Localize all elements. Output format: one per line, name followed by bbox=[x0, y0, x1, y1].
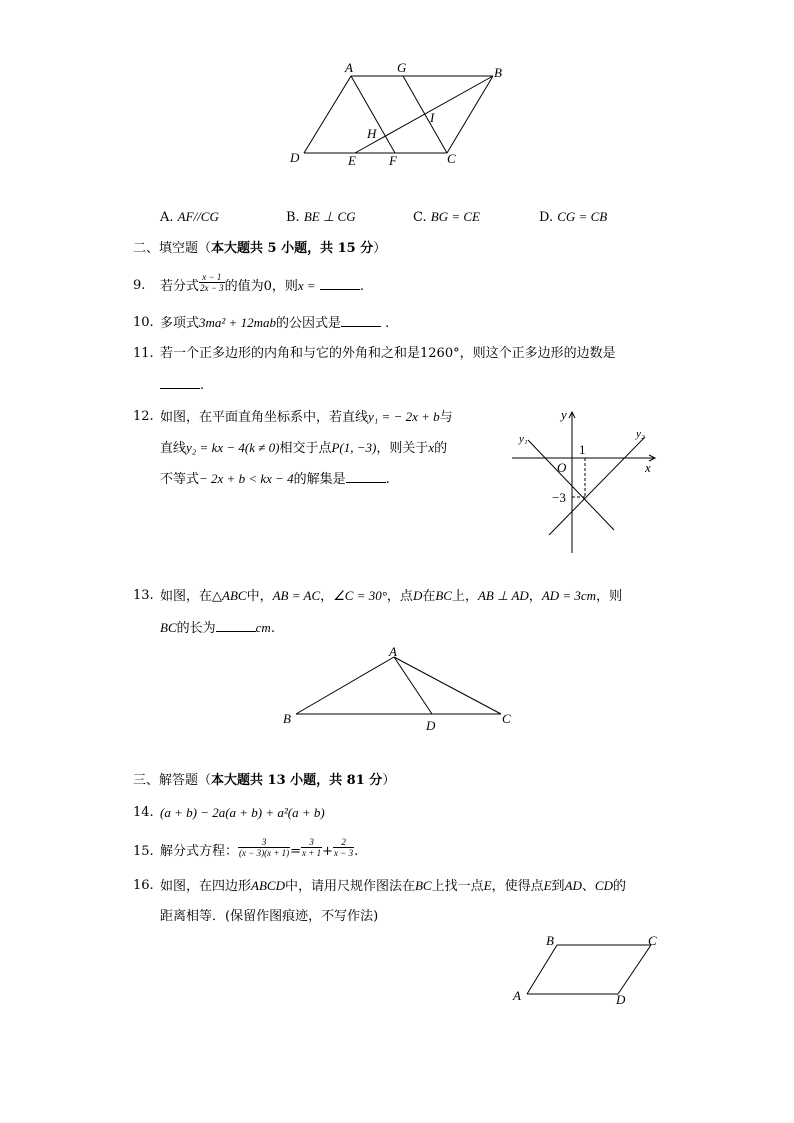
q12-number: 12. bbox=[133, 409, 154, 424]
q15-number: 15. bbox=[133, 844, 154, 859]
q15-text: 解分式方程： $\frac{3}{(x - 3)(x + 1)}$ = $\frac{3}{x + 1}$ + $\frac{2}{x - 3}$ . bbox=[160, 837, 359, 859]
origin-label: O bbox=[557, 460, 567, 475]
q13-number: 13. bbox=[133, 588, 154, 603]
y2-line-label: y₂ bbox=[636, 428, 645, 440]
quad-label-B: B bbox=[546, 933, 554, 948]
choice-d: D. CG = CB bbox=[539, 209, 608, 225]
q16-line1: 如图，在四边形ABCD中，请用尺规作图法在BC上找一点E，使得点E到AD、CD的 bbox=[160, 878, 626, 894]
tick-one: 1 bbox=[579, 442, 586, 457]
label-D: D bbox=[290, 150, 300, 165]
choice-a: A. AF//CG bbox=[160, 209, 219, 225]
q13-line2: BC的长为 cm. bbox=[160, 620, 275, 636]
tri-label-D: D bbox=[426, 718, 436, 733]
label-C: C bbox=[447, 151, 456, 166]
quad-label-D: D bbox=[616, 992, 626, 1007]
q10-text: 多项式3ma² + 12mab的公因式是 . bbox=[160, 315, 390, 331]
q9-number: 9. bbox=[133, 278, 146, 293]
label-H: H bbox=[367, 126, 377, 141]
label-A: A bbox=[345, 60, 353, 75]
label-F: F bbox=[389, 153, 397, 168]
q11-line2: . bbox=[160, 376, 204, 395]
quad-label-A: A bbox=[513, 988, 521, 1003]
tri-label-C: C bbox=[502, 711, 511, 726]
x-axis-label: x bbox=[645, 460, 651, 475]
tri-label-A: A bbox=[389, 644, 397, 659]
q14-number: 14. bbox=[133, 805, 154, 820]
q11-line1: 若一个正多边形的内角和与它的外角和之和是1260°，则这个正多边形的边数是 bbox=[160, 346, 616, 361]
tick-minus3: −3 bbox=[552, 490, 566, 505]
q11-number: 11. bbox=[133, 346, 154, 361]
label-I: I bbox=[430, 110, 435, 125]
q12-line1: 如图，在平面直角坐标系中，若直线y₁ = − 2x + b与 bbox=[160, 409, 453, 425]
y1-line-label: y₁ bbox=[519, 433, 528, 445]
quad-label-C: C bbox=[648, 933, 657, 948]
label-E: E bbox=[348, 153, 356, 168]
q12-line2: 直线y₂ = kx − 4(k ≠ 0)相交于点P(1, −3)，则关于x的 bbox=[160, 440, 448, 456]
label-G: G bbox=[397, 60, 407, 75]
section-fill-in-header: 二、填空题（本大题共 5 小题，共 15 分） bbox=[133, 241, 387, 256]
label-B: B bbox=[494, 65, 502, 80]
q16-line2: 距离相等．(保留作图痕迹，不写作法) bbox=[160, 909, 379, 924]
q13-line1: 如图，在△ABC中，AB = AC，∠C = 30°，点D在BC上，AB ⊥ AD，AD = 3cm，则 bbox=[160, 588, 623, 604]
q16-number: 16. bbox=[133, 878, 154, 893]
q10-number: 10. bbox=[133, 315, 154, 330]
y-axis-label: y bbox=[561, 407, 567, 422]
q12-line3: 不等式− 2x + b < kx − 4的解集是 . bbox=[160, 471, 390, 487]
section-solve-header: 三、解答题（本大题共 13 小题，共 81 分） bbox=[133, 773, 396, 788]
tri-label-B: B bbox=[283, 711, 291, 726]
q9-text: 若分式 $\frac{x - 1}{2x - 3}$ 的值为0，则x = . bbox=[160, 272, 364, 294]
choice-b: B. BE ⊥ CG bbox=[286, 209, 356, 225]
q14-text: (a + b) − 2a(a + b) + a²(a + b) bbox=[160, 805, 325, 820]
choice-c: C. BG = CE bbox=[413, 209, 480, 225]
